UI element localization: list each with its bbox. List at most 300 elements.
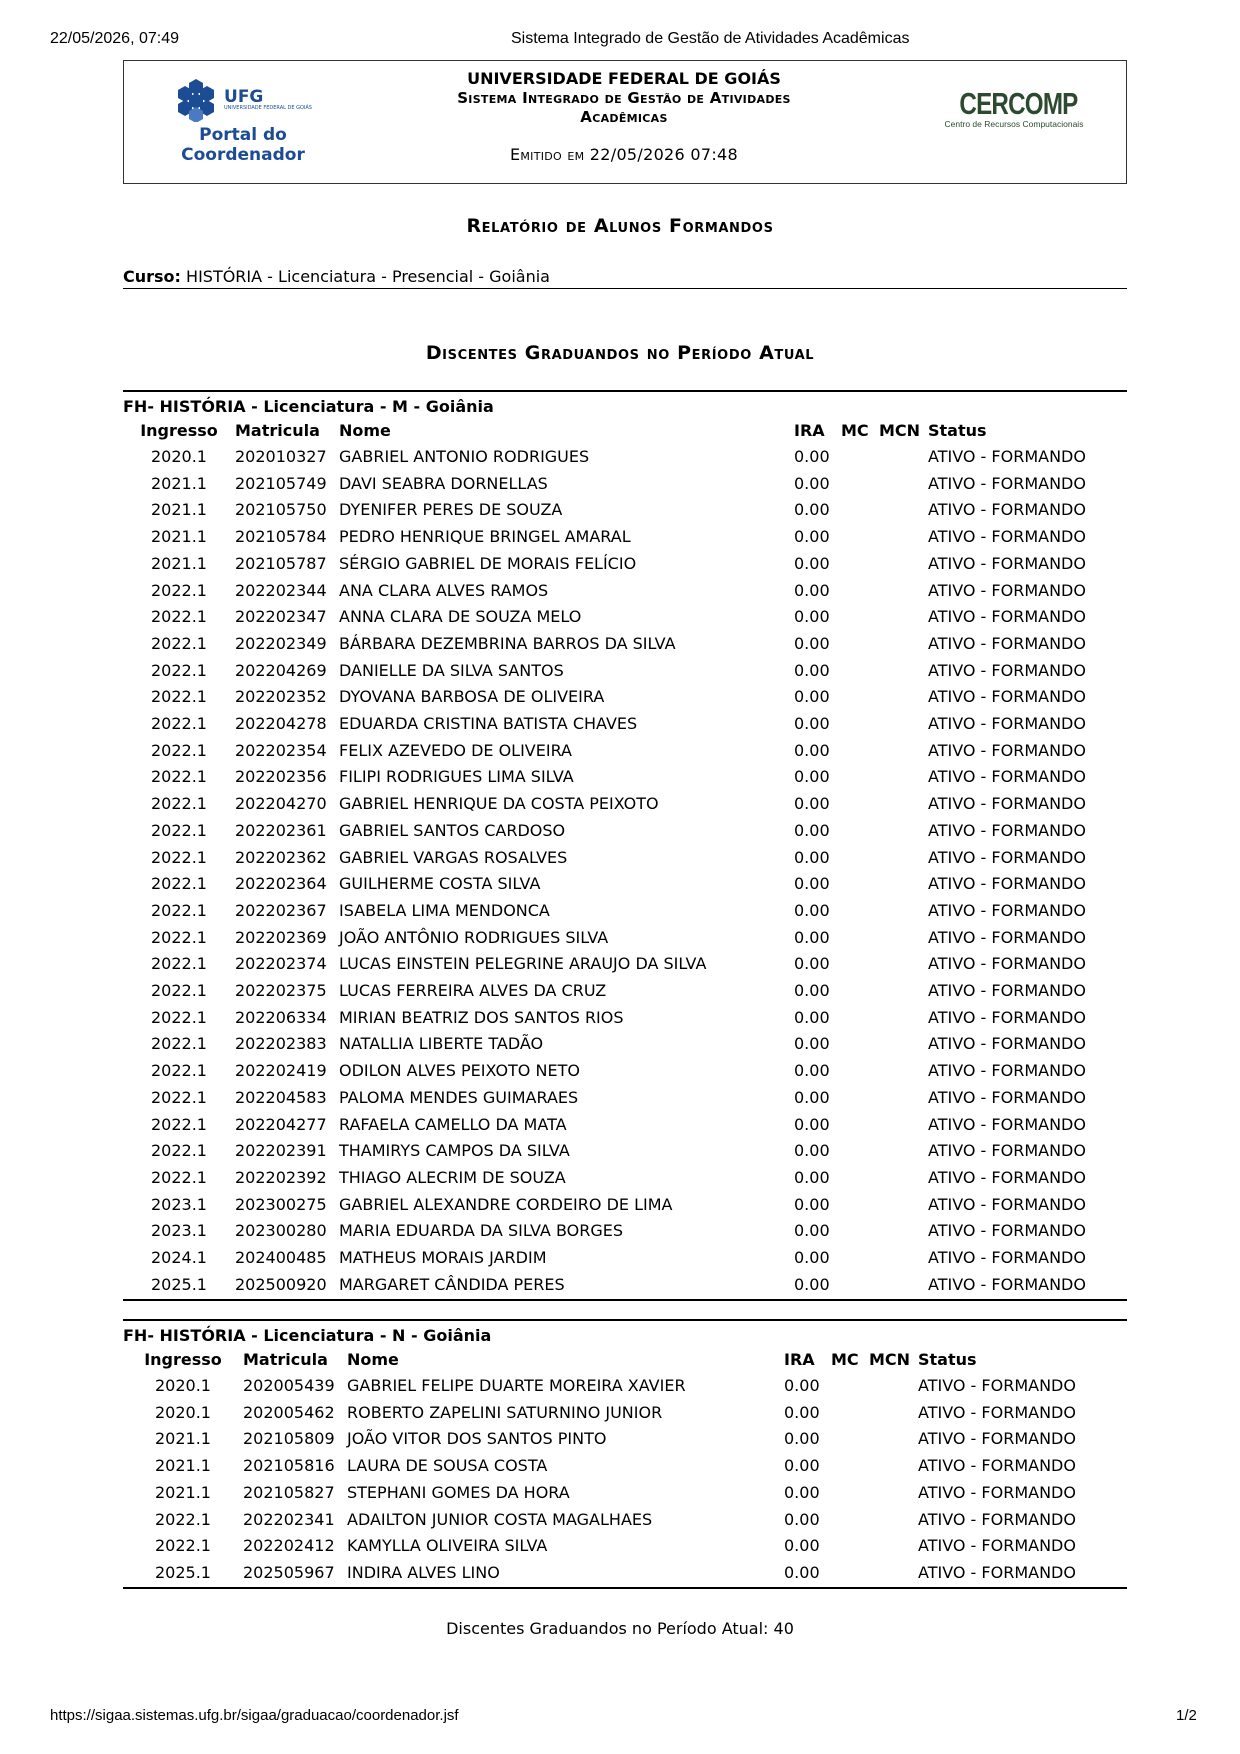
cell-nome: ODILON ALVES PEIXOTO NETO [339, 1061, 580, 1081]
cell-ira: 0.00 [794, 1221, 830, 1241]
cell-ira: 0.00 [794, 847, 830, 867]
cell-status: ATIVO - FORMANDO [928, 1221, 1086, 1241]
cell-mcn [869, 1400, 918, 1427]
cell-ingresso: 2022.1 [151, 874, 207, 894]
cell-matricula: 202202374 [235, 954, 327, 974]
cell-ingresso: 2022.1 [151, 633, 207, 653]
cell-matricula: 202202349 [235, 633, 327, 653]
cell-status: ATIVO - FORMANDO [928, 1034, 1086, 1054]
cell-ingresso: 2022.1 [151, 580, 207, 600]
table-row [123, 1165, 1127, 1192]
cell-ingresso: 2022.1 [151, 847, 207, 867]
system-name-line2: Acadêmicas [580, 108, 668, 126]
cell-status: ATIVO - FORMANDO [918, 1482, 1076, 1502]
cell-ira: 0.00 [784, 1482, 820, 1502]
cell-matricula: 202202347 [235, 607, 327, 627]
cell-ingresso: 2022.1 [151, 767, 207, 787]
cell-mc [831, 1533, 869, 1560]
cell-ira: 0.00 [784, 1402, 820, 1422]
cell-status: ATIVO - FORMANDO [928, 874, 1086, 894]
cell-matricula: 202204269 [235, 660, 327, 680]
cell-nome: NATALLIA LIBERTE TADÃO [339, 1034, 544, 1054]
cell-ingresso: 2021.1 [155, 1456, 211, 1476]
cell-nome: GABRIEL ALEXANDRE CORDEIRO DE LIMA [339, 1194, 673, 1214]
cell-status: ATIVO - FORMANDO [928, 1061, 1086, 1081]
cell-ingresso: 2022.1 [151, 1061, 207, 1081]
cell-ingresso: 2020.1 [151, 447, 207, 466]
portal-line2: Coordenador [181, 145, 305, 165]
cell-ira: 0.00 [784, 1429, 820, 1449]
cell-matricula: 202300275 [235, 1194, 327, 1214]
cell-mc [841, 1218, 879, 1245]
cell-nome: GABRIEL FELIPE DUARTE MOREIRA XAVIER [347, 1376, 686, 1395]
cell-mcn [879, 1272, 928, 1300]
cell-mcn [879, 551, 928, 578]
cell-ira: 0.00 [794, 767, 830, 787]
cell-mcn [879, 898, 928, 925]
cell-mcn [869, 1507, 918, 1534]
col-status: Status [918, 1350, 977, 1369]
table-body [123, 444, 1127, 1300]
cell-mc [841, 1005, 879, 1032]
cell-nome: GABRIEL HENRIQUE DA COSTA PEIXOTO [339, 794, 659, 814]
cell-ira: 0.00 [794, 1087, 830, 1107]
cell-matricula: 202300280 [235, 1221, 327, 1241]
cell-status: ATIVO - FORMANDO [928, 847, 1086, 867]
cell-ingresso: 2022.1 [151, 981, 207, 1001]
table-header-row [123, 1347, 1127, 1373]
cell-ira: 0.00 [794, 900, 830, 920]
col-ira: IRA [784, 1350, 815, 1369]
table-row [123, 604, 1127, 631]
cell-mcn [879, 738, 928, 765]
cell-nome: GABRIEL SANTOS CARDOSO [339, 820, 566, 840]
cell-ira: 0.00 [794, 1248, 830, 1268]
cell-ingresso: 2022.1 [151, 1167, 207, 1187]
group-title: FH- HISTÓRIA - Licenciatura - M - Goiânia [123, 390, 1127, 418]
report-header [123, 60, 1127, 184]
cell-matricula: 202005439 [243, 1376, 335, 1395]
table-row [123, 738, 1127, 765]
cell-mcn [879, 951, 928, 978]
col-ingresso: Ingresso [140, 421, 218, 440]
cell-matricula: 202204277 [235, 1114, 327, 1134]
cell-ira: 0.00 [794, 527, 830, 547]
cell-nome: SÉRGIO GABRIEL DE MORAIS FELÍCIO [339, 553, 637, 573]
cell-nome: DYENIFER PERES DE SOUZA [339, 500, 563, 520]
cell-matricula: 202202356 [235, 767, 327, 787]
cell-mc [841, 764, 879, 791]
cell-mcn [879, 711, 928, 738]
table-row [123, 978, 1127, 1005]
cell-status: ATIVO - FORMANDO [928, 500, 1086, 520]
cell-mc [831, 1560, 869, 1588]
ufg-hexagon-icon [174, 78, 218, 122]
cell-status: ATIVO - FORMANDO [928, 1141, 1086, 1161]
cell-nome: ANA CLARA ALVES RAMOS [339, 580, 549, 600]
table-row [123, 1373, 1127, 1400]
cell-matricula: 202400485 [235, 1248, 327, 1268]
cercomp-logo-subtext: Centro de Recursos Computacionais [944, 119, 1084, 129]
cell-mcn [879, 978, 928, 1005]
cell-matricula: 202005462 [243, 1402, 335, 1422]
cell-matricula: 202204583 [235, 1087, 327, 1107]
cell-nome: KAMYLLA OLIVEIRA SILVA [347, 1536, 548, 1556]
cell-ira: 0.00 [794, 553, 830, 573]
cell-mc [841, 684, 879, 711]
cell-mcn [879, 925, 928, 952]
cell-mcn [879, 845, 928, 872]
cell-matricula: 202105809 [243, 1429, 335, 1449]
cell-mc [841, 1058, 879, 1085]
cell-mc [841, 658, 879, 685]
cell-status: ATIVO - FORMANDO [918, 1429, 1076, 1449]
table-row [123, 1507, 1127, 1534]
cell-ira: 0.00 [794, 874, 830, 894]
cell-nome: STEPHANI GOMES DA HORA [347, 1482, 570, 1502]
cell-matricula: 202204270 [235, 794, 327, 814]
table-row [123, 1480, 1127, 1507]
table-header-row [123, 418, 1127, 444]
cell-mc [841, 604, 879, 631]
cell-status: ATIVO - FORMANDO [928, 1194, 1086, 1214]
cell-ira: 0.00 [794, 633, 830, 653]
emitted-date: Emitido em 22/05/2026 07:48 [509, 145, 739, 164]
cell-mcn [879, 818, 928, 845]
cell-ira: 0.00 [794, 687, 830, 707]
table-row [123, 497, 1127, 524]
cell-mc [841, 524, 879, 551]
cell-ingresso: 2022.1 [151, 687, 207, 707]
print-page-number: 1/2 [1176, 1707, 1197, 1724]
table-row [123, 951, 1127, 978]
cell-mcn [879, 764, 928, 791]
table-row [123, 1085, 1127, 1112]
cell-mcn [879, 578, 928, 605]
cell-mc [831, 1373, 869, 1400]
table-row [123, 1272, 1127, 1300]
cell-status: ATIVO - FORMANDO [928, 527, 1086, 547]
cell-matricula: 202202361 [235, 820, 327, 840]
table-row [123, 1031, 1127, 1058]
cell-nome: LUCAS FERREIRA ALVES DA CRUZ [339, 981, 607, 1001]
cell-ingresso: 2023.1 [151, 1221, 207, 1241]
cell-ira: 0.00 [794, 580, 830, 600]
cell-ira: 0.00 [794, 981, 830, 1001]
table-row [123, 524, 1127, 551]
cell-mc [831, 1453, 869, 1480]
cell-status: ATIVO - FORMANDO [918, 1536, 1076, 1556]
cell-mc [841, 1165, 879, 1192]
cell-mcn [879, 1192, 928, 1219]
cell-status: ATIVO - FORMANDO [928, 1248, 1086, 1268]
cell-nome: FILIPI RODRIGUES LIMA SILVA [339, 767, 574, 787]
cell-mcn [879, 1005, 928, 1032]
cell-ira: 0.00 [794, 1114, 830, 1134]
cell-mc [841, 1031, 879, 1058]
print-url: https://sigaa.sistemas.ufg.br/sigaa/graduacao/coordenador.jsf [50, 1707, 459, 1724]
cell-mc [831, 1480, 869, 1507]
cell-nome: PEDRO HENRIQUE BRINGEL AMARAL [339, 527, 631, 547]
cell-ingresso: 2022.1 [151, 660, 207, 680]
course-label: Curso: [123, 267, 181, 286]
cell-matricula: 202202352 [235, 687, 327, 707]
cell-status: ATIVO - FORMANDO [918, 1402, 1076, 1422]
cell-status: ATIVO - FORMANDO [928, 927, 1086, 947]
cell-ira: 0.00 [794, 1061, 830, 1081]
col-nome: Nome [339, 421, 391, 440]
col-ira: IRA [794, 421, 825, 440]
cell-mcn [869, 1453, 918, 1480]
cell-ingresso: 2022.1 [151, 1007, 207, 1027]
table-row [123, 764, 1127, 791]
cell-ingresso: 2021.1 [155, 1482, 211, 1502]
cell-mc [841, 1138, 879, 1165]
cell-ira: 0.00 [794, 1141, 830, 1161]
cell-status: ATIVO - FORMANDO [928, 794, 1086, 814]
col-status: Status [928, 421, 987, 440]
table-row [123, 1426, 1127, 1453]
table-row [123, 684, 1127, 711]
header-title-block [394, 69, 854, 164]
cell-mcn [879, 658, 928, 685]
table-row [123, 1400, 1127, 1427]
cell-matricula: 202202383 [235, 1034, 327, 1054]
cell-ingresso: 2022.1 [151, 900, 207, 920]
cell-ira: 0.00 [784, 1562, 820, 1582]
cell-status: ATIVO - FORMANDO [928, 687, 1086, 707]
cell-nome: JOÃO ANTÔNIO RODRIGUES SILVA [339, 927, 609, 947]
cell-matricula: 202202354 [235, 740, 327, 760]
cell-ingresso: 2022.1 [151, 607, 207, 627]
cell-ira: 0.00 [794, 607, 830, 627]
course-value: HISTÓRIA - Licenciatura - Presencial - Goiânia [186, 267, 550, 286]
table-row [123, 658, 1127, 685]
cell-matricula: 202202362 [235, 847, 327, 867]
col-mc: MC [831, 1350, 859, 1369]
cell-mc [831, 1400, 869, 1427]
col-mcn: MCN [869, 1350, 911, 1369]
cell-mcn [869, 1560, 918, 1588]
cell-ingresso: 2022.1 [151, 794, 207, 814]
cell-status: ATIVO - FORMANDO [918, 1456, 1076, 1476]
cell-mcn [879, 1138, 928, 1165]
cell-mc [841, 871, 879, 898]
col-nome: Nome [347, 1350, 399, 1369]
cell-ingresso: 2022.1 [155, 1509, 211, 1529]
table-row [123, 631, 1127, 658]
cell-ingresso: 2021.1 [151, 500, 207, 520]
ufg-logo [158, 77, 328, 123]
cell-matricula: 202202364 [235, 874, 327, 894]
cell-mc [841, 497, 879, 524]
cell-nome: EDUARDA CRISTINA BATISTA CHAVES [339, 714, 638, 734]
cell-ingresso: 2022.1 [151, 714, 207, 734]
cell-nome: INDIRA ALVES LINO [347, 1562, 500, 1582]
col-mcn: MCN [879, 421, 921, 440]
cell-mc [841, 1085, 879, 1112]
cell-nome: FELIX AZEVEDO DE OLIVEIRA [339, 740, 572, 760]
cercomp-logo-text: CERCOMP [959, 86, 1078, 121]
cell-ira: 0.00 [784, 1536, 820, 1556]
table-body [123, 1373, 1127, 1588]
cell-nome: MARGARET CÂNDIDA PERES [339, 1274, 565, 1294]
cell-mc [841, 1272, 879, 1300]
table-row [123, 1533, 1127, 1560]
cell-ingresso: 2022.1 [151, 1034, 207, 1054]
cell-matricula: 202010327 [235, 447, 327, 466]
cell-mcn [869, 1373, 918, 1400]
cell-matricula: 202105750 [235, 500, 327, 520]
cell-nome: THAMIRYS CAMPOS DA SILVA [339, 1141, 570, 1161]
cell-nome: MIRIAN BEATRIZ DOS SANTOS RIOS [339, 1007, 624, 1027]
print-datetime: 22/05/2026, 07:49 [50, 30, 180, 47]
cell-ira: 0.00 [794, 714, 830, 734]
table-row [123, 1138, 1127, 1165]
cell-mc [831, 1507, 869, 1534]
table-row [123, 1112, 1127, 1139]
cell-mcn [879, 1165, 928, 1192]
cell-mc [841, 471, 879, 498]
table-row [123, 711, 1127, 738]
portal-line1: Portal do [199, 125, 287, 145]
table-row [123, 898, 1127, 925]
system-name-line1: Sistema Integrado de Gestão de Atividades [457, 89, 791, 107]
col-ingresso: Ingresso [144, 1350, 222, 1369]
student-group-night [123, 1319, 1127, 1589]
cell-nome: RAFAELA CAMELLO DA MATA [339, 1114, 567, 1134]
cell-matricula: 202500920 [235, 1274, 327, 1294]
cell-matricula: 202202392 [235, 1167, 327, 1187]
cell-matricula: 202202341 [243, 1509, 335, 1529]
cell-nome: JOÃO VITOR DOS SANTOS PINTO [347, 1429, 607, 1449]
table-row [123, 444, 1127, 471]
cell-matricula: 202202344 [235, 580, 327, 600]
cell-mc [841, 818, 879, 845]
cell-mcn [879, 791, 928, 818]
cell-matricula: 202202375 [235, 981, 327, 1001]
table-row [123, 1245, 1127, 1272]
cell-status: ATIVO - FORMANDO [918, 1562, 1076, 1582]
cell-nome: MARIA EDUARDA DA SILVA BORGES [339, 1221, 624, 1241]
cell-status: ATIVO - FORMANDO [928, 607, 1086, 627]
cell-status: ATIVO - FORMANDO [928, 900, 1086, 920]
cell-ira: 0.00 [794, 1007, 830, 1027]
col-matricula: Matricula [235, 421, 320, 440]
cell-mc [841, 791, 879, 818]
cell-ingresso: 2021.1 [151, 553, 207, 573]
cell-status: ATIVO - FORMANDO [928, 1087, 1086, 1107]
ufg-logo-subtext: UNIVERSIDADE FEDERAL DE GOIÁS [224, 105, 312, 111]
cell-mcn [879, 1085, 928, 1112]
cell-ira: 0.00 [794, 660, 830, 680]
cell-mc [841, 978, 879, 1005]
table-row [123, 1218, 1127, 1245]
table-row [123, 1560, 1127, 1588]
cell-nome: GABRIEL ANTONIO RODRIGUES [339, 447, 590, 466]
cell-ingresso: 2024.1 [151, 1248, 207, 1268]
cell-nome: GABRIEL VARGAS ROSALVES [339, 847, 568, 867]
course-line [123, 267, 1127, 289]
cell-matricula: 202206334 [235, 1007, 327, 1027]
table-row [123, 551, 1127, 578]
cell-ingresso: 2025.1 [155, 1562, 211, 1582]
cell-nome: DYOVANA BARBOSA DE OLIVEIRA [339, 687, 605, 707]
table-row [123, 1192, 1127, 1219]
cell-status: ATIVO - FORMANDO [928, 981, 1086, 1001]
section-title: Discentes Graduandos no Período Atual [425, 342, 815, 364]
cell-matricula: 202105749 [235, 473, 327, 493]
cell-ingresso: 2022.1 [155, 1536, 211, 1556]
col-mc: MC [841, 421, 869, 440]
cell-mcn [879, 497, 928, 524]
cell-mcn [869, 1480, 918, 1507]
cell-ingresso: 2021.1 [151, 527, 207, 547]
cell-ira: 0.00 [784, 1509, 820, 1529]
cell-ingresso: 2023.1 [151, 1194, 207, 1214]
students-table [123, 1347, 1127, 1589]
cell-mc [841, 898, 879, 925]
cell-ingresso: 2020.1 [155, 1402, 211, 1422]
student-group-morning [123, 390, 1127, 1301]
cell-status: ATIVO - FORMANDO [918, 1509, 1076, 1529]
cell-status: ATIVO - FORMANDO [928, 633, 1086, 653]
table-row [123, 925, 1127, 952]
cell-mcn [879, 1218, 928, 1245]
portal-title [158, 125, 328, 165]
table-row [123, 1058, 1127, 1085]
cell-ingresso: 2021.1 [151, 473, 207, 493]
cell-nome: GUILHERME COSTA SILVA [339, 874, 541, 894]
cell-ira: 0.00 [794, 473, 830, 493]
cell-ingresso: 2022.1 [151, 1087, 207, 1107]
cell-mcn [879, 604, 928, 631]
cell-nome: ADAILTON JUNIOR COSTA MAGALHAES [347, 1509, 653, 1529]
table-row [123, 471, 1127, 498]
group-title: FH- HISTÓRIA - Licenciatura - N - Goiânia [123, 1319, 1127, 1347]
print-page-title: Sistema Integrado de Gestão de Atividades Acadêmicas [511, 30, 910, 47]
cell-mcn [879, 1058, 928, 1085]
cell-ingresso: 2021.1 [155, 1429, 211, 1449]
cell-ira: 0.00 [784, 1376, 820, 1395]
cell-mc [831, 1426, 869, 1453]
cell-mc [841, 578, 879, 605]
cell-mcn [879, 524, 928, 551]
cell-matricula: 202505967 [243, 1562, 335, 1582]
cell-mcn [879, 444, 928, 471]
cell-matricula: 202105784 [235, 527, 327, 547]
cell-nome: ROBERTO ZAPELINI SATURNINO JUNIOR [347, 1402, 663, 1422]
cell-mc [841, 1112, 879, 1139]
cell-mc [841, 1192, 879, 1219]
cell-ira: 0.00 [794, 927, 830, 947]
cell-nome: LUCAS EINSTEIN PELEGRINE ARAUJO DA SILVA [339, 954, 707, 974]
portal-logo-area [158, 77, 328, 165]
cell-matricula: 202202412 [243, 1536, 335, 1556]
cell-matricula: 202202367 [235, 900, 327, 920]
cell-mc [841, 1245, 879, 1272]
cell-nome: DAVI SEABRA DORNELLAS [339, 473, 548, 493]
cell-status: ATIVO - FORMANDO [928, 714, 1086, 734]
cell-mc [841, 551, 879, 578]
cell-nome: THIAGO ALECRIM DE SOUZA [339, 1167, 566, 1187]
cell-ingresso: 2022.1 [151, 927, 207, 947]
cell-ingresso: 2022.1 [151, 1141, 207, 1161]
cell-status: ATIVO - FORMANDO [928, 740, 1086, 760]
cell-status: ATIVO - FORMANDO [928, 767, 1086, 787]
cell-mc [841, 845, 879, 872]
cell-matricula: 202202391 [235, 1141, 327, 1161]
